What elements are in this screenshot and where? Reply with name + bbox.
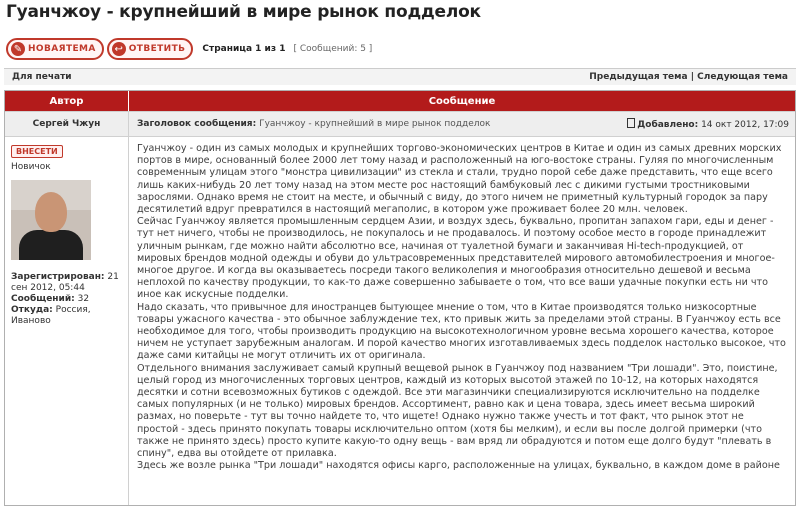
post-content (129, 137, 795, 506)
user-meta (11, 272, 122, 327)
post-paragraph: Здесь же возле рынка "Три лошади" находятся офисы карго, расположенные на улицах, буквально, в каждом доме в районе (137, 460, 780, 472)
registered-date: 21 сен 2012, 05:44 (11, 272, 119, 293)
print-bar (4, 68, 796, 85)
table-header (5, 91, 795, 111)
post-body-row (5, 137, 795, 506)
prev-topic-link[interactable]: Предыдущая тема (589, 72, 688, 82)
added-label: Добавлено: (637, 120, 699, 130)
author-column-header: Автор (5, 91, 129, 111)
post-table (4, 90, 796, 506)
topic-actions (6, 38, 372, 60)
new-topic-button[interactable] (6, 38, 104, 60)
reply-icon: ↩ (112, 42, 126, 56)
nav-separator: | (690, 72, 694, 82)
added-date: 14 окт 2012, 17:09 (701, 120, 789, 130)
user-rank: Новичок (11, 162, 51, 172)
print-link[interactable]: Для печати (12, 72, 72, 82)
post-paragraph: Гуанчжоу - один из самых молодых и крупнейших торгово-экономических центров в Китае и один из самых древних морских портов в мире, основанный более 2000 лет тому назад и расположенный на юго-востоке страны. Гуляя по многочисленным современным улицам этого "монстра цивилизации" из стекла и стали, трудно порой себе даже представить, что еще всего лишь каких-нибудь 20 лет тому назад на этом месте рос настоящий бамбуковый лес с дикими густыми тростниковыми зарослями. Однако время не стоит на месте, и обычный с виду, до этого ничем не приметный культурный городок за пару десятилетий вдруг превратился в настоящий мегаполис, в котором уже проживает более 20 млн. человек. (137, 143, 782, 216)
post-date (627, 118, 789, 130)
author-profile (5, 137, 129, 506)
post-paragraph: Отдельного внимания заслуживает самый крупный вещевой рынок в Гуанчжоу под названием "Три лошади". Это, поистине, целый город из многочисленных торговых центров, каждый из которых высотой этажей по 10-12, на которых находятся десятки и сотни всевозможных бутиков с одеждой. Все эти магазинчики специализируются исключительно на подделке самых популярных (и не только) мировых брендов. Ассортимент, равно как и цена товара, здесь имеет весьма широкий размах, но поверьте - тут вы точно найдете то, что ищете! Однако нужно также учесть и тот факт, что рынок этот не простой - здесь принято покупать товары исключительно оптом (хотя бы мелким), и если вы после долгой примерки (что также не принято здесь) просто купите какую-то одну вещь - вам вряд ли обрадуются и потом еще долго будут "плевать в спину", едва вы отойдете от прилавка. (137, 362, 778, 460)
registered-label: Зарегистрирован: (11, 272, 105, 282)
page-info: Страница 1 из 1 (202, 44, 286, 54)
post-header-row (5, 111, 795, 137)
pencil-icon: ✎ (11, 42, 25, 56)
from-value: Россия, Иваново (11, 305, 91, 326)
subject-label: Заголовок сообщения: (137, 119, 257, 129)
posts-label: Сообщений: (11, 294, 75, 304)
message-column-header: Сообщение (428, 95, 496, 107)
post-subject-bar (129, 112, 795, 136)
document-icon (627, 118, 635, 128)
page-title: Гуанчжоу - крупнейший в мире рынок подделок (6, 2, 481, 22)
kick-badge[interactable]: ВНЕСЕТИ (11, 145, 63, 158)
message-count: [ Сообщений: 5 ] (293, 44, 373, 54)
posts-count: 32 (77, 294, 90, 304)
subject-text: Гуанчжоу - крупнейший в мире рынок подделок (259, 119, 491, 129)
next-topic-link[interactable]: Следующая тема (697, 72, 788, 82)
topic-nav (589, 72, 788, 82)
avatar (11, 180, 91, 260)
post-paragraph: Сейчас Гуанчжоу является промышленным сердцем Азии, и воздух здесь, буквально, пропитан запахом гари, еды и денег - тут нет ничего, чтобы не производилось, не покупалось и не продавалось. И поэтому особое место в городе принадлежит уличным рынкам, где можно найти абсолютно все, начиная от туалетной бумаги и заканчивая Hi-tech-продукцией, от мировых брендов модной одежды и обуви до ультрасовременных представителей мирового автомобилестроения и многое-многое другое. И когда вы оказываетесь посреди такого великолепия и многообразия относительно дешевой и весьма неплохой по качеству продукции, то как-то даже совершенно забываете о том, что все ваши удачные покупки есть ни что иное как искусные подделки. (137, 216, 775, 301)
post-author[interactable]: Сергей Чжун (5, 112, 129, 136)
reply-button[interactable] (107, 38, 194, 60)
new-topic-label: НОВАЯТЕМА (28, 44, 96, 54)
post-paragraph: Надо сказать, что привычное для иностранцев бытующее мнение о том, что в Китае производятся только низкосортные товары ужасного качества - это обычное заблуждение тех, кто привык жить за пределами этой страны. В Гуанчжоу есть все необходимое для того, чтобы производить продукцию на высокотехнологичном уровне весьма хорошего качества, которое ничем не уступает зарубежным аналогам. И порой качество многих изготавливаемых здесь подделок настолько высокое, что даже сами китайцы не могут отличить их от оригинала. (137, 301, 786, 362)
from-label: Откуда: (11, 305, 53, 315)
reply-label: ОТВЕТИТЬ (128, 44, 186, 54)
